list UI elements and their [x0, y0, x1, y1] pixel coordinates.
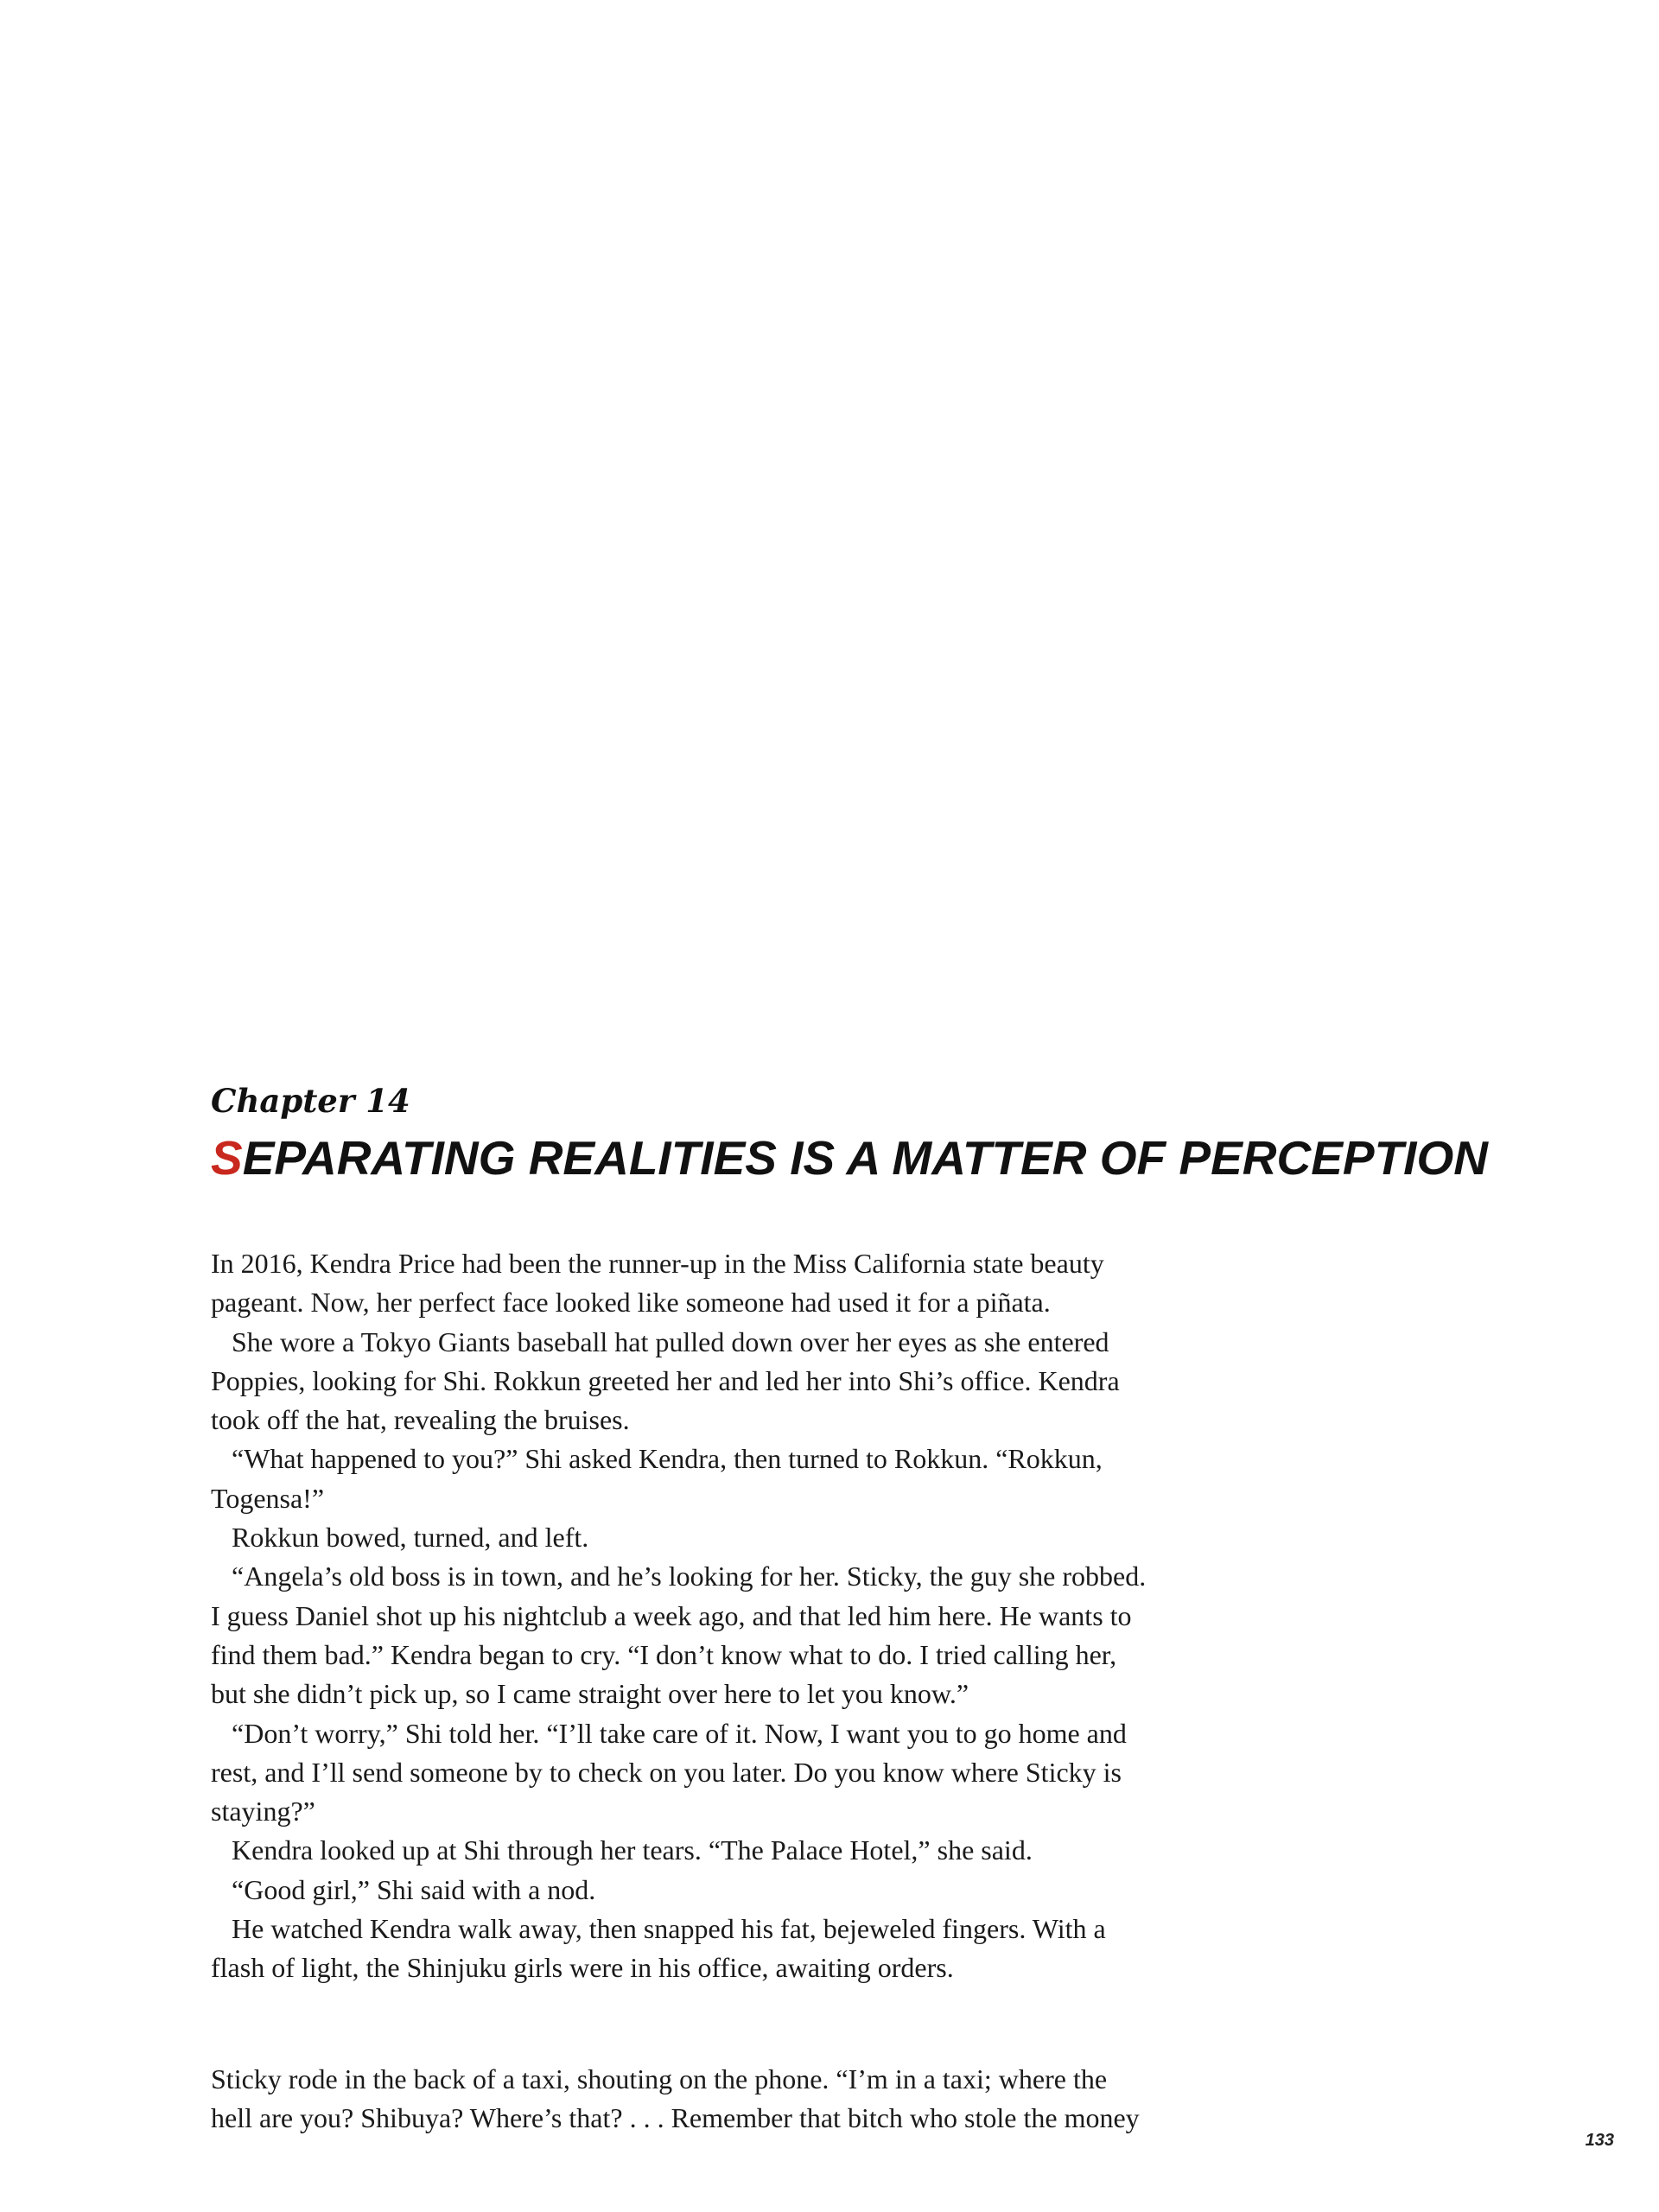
paragraph: Kendra looked up at Shi through her tears. “The Palace Hotel,” she said.	[232, 1834, 1033, 1866]
paragraph: “Don’t worry,” Shi told her. “I’ll take care of it. Now, I want you to go home and rest, and I’ll send someone by to check on you later. Do you know where Sticky is staying?”	[211, 1717, 1127, 1827]
paragraph: “Angela’s old boss is in town, and he’s looking for her. Sticky, the guy she robbed. I guess Daniel shot up his nightclub a week ago, and that led him here. He wants to find them bad.” Kendra began to cry. “I don’t know what to do. I tried calling her, but she didn’t pick up, so I came straight over here to let you know.”	[211, 1560, 1147, 1710]
paragraph: He watched Kendra walk away, then snapped his fat, bejeweled fingers. With a flash of light, the Shinjuku girls were in his office, awaiting orders.	[211, 1913, 1106, 1984]
chapter-title-initial: S	[211, 1131, 243, 1185]
paragraph: “What happened to you?” Shi asked Kendra, then turned to Rokkun. “Rokkun, Togensa!”	[211, 1443, 1103, 1514]
chapter-title	[211, 1130, 1488, 1185]
chapter-body	[211, 1244, 1153, 1988]
paragraph: She wore a Tokyo Giants baseball hat pulled down over her eyes as she entered Poppies, looking for Shi. Rokkun greeted her and led her into Shi’s office. Kendra took off the hat, revealing the bruises.	[211, 1325, 1120, 1436]
page-number: 133	[1585, 2131, 1614, 2150]
paragraph: In 2016, Kendra Price had been the runner-up in the Miss California state beauty pageant. Now, her perfect face looked like someone had used it for a piñata.	[211, 1248, 1104, 1319]
chapter-label: Chapter 14	[211, 1082, 410, 1120]
paragraph: Rokkun bowed, turned, and left.	[232, 1522, 589, 1554]
paragraph: “Good girl,” Shi said with a nod.	[232, 1873, 596, 1905]
paragraph: Sticky rode in the back of a taxi, shouting on the phone. “I’m in a taxi; where the hell are you? Shibuya? Where’s that? . . . Remember that bitch who stole the money	[211, 2063, 1140, 2134]
section-break-body	[211, 2060, 1153, 2139]
chapter-title-rest: EPARATING REALITIES IS A MATTER OF PERCEPTION	[242, 1131, 1488, 1185]
